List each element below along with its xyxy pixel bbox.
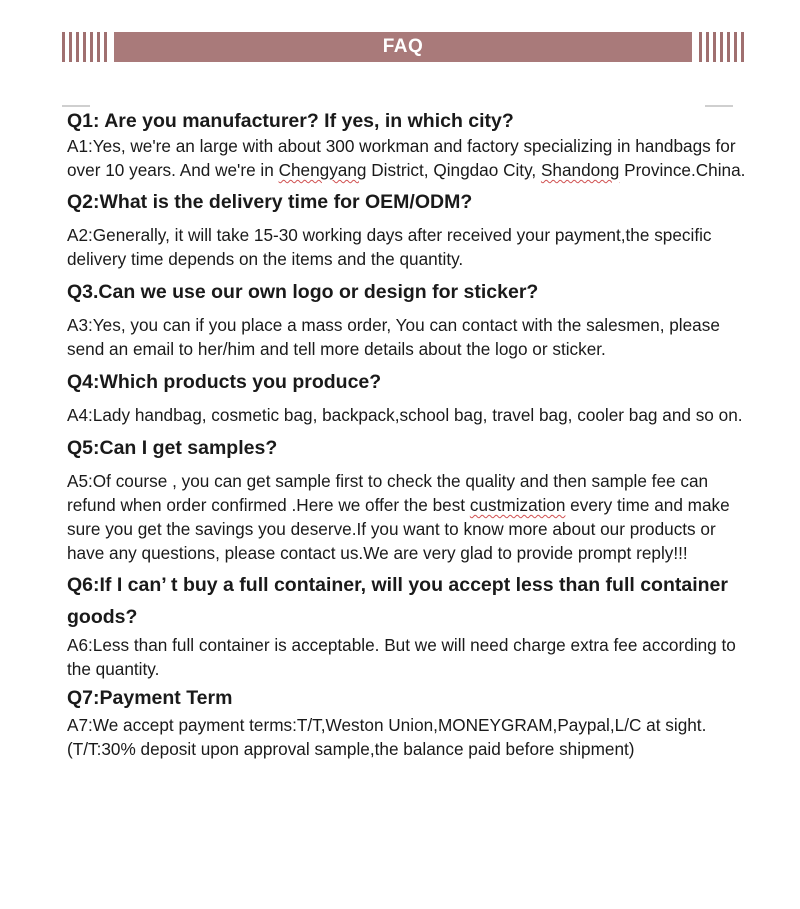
faq-banner xyxy=(62,32,744,62)
stripe xyxy=(90,32,93,62)
banner-stripes-left xyxy=(62,32,107,62)
stripe xyxy=(734,32,737,62)
stripe xyxy=(69,32,72,62)
answer-text: Province.China. xyxy=(619,160,746,180)
faq-item xyxy=(67,369,747,427)
stripe xyxy=(62,32,65,62)
faq-answer: A4:Lady handbag, cosmetic bag, backpack,school bag, travel bag, cooler bag and so on. xyxy=(67,405,743,425)
stripe xyxy=(76,32,79,62)
faq-question: Q1: Are you manufacturer? If yes, in which city? xyxy=(67,110,514,132)
stripe xyxy=(706,32,709,62)
banner-bar xyxy=(114,32,692,62)
faq-item xyxy=(67,685,747,761)
faq-question: Q4:Which products you produce? xyxy=(67,371,382,393)
faq-item xyxy=(67,108,747,182)
faq-answer xyxy=(67,469,747,565)
answer-text: District, Qingdao City, xyxy=(366,160,541,180)
faq-answer: A6:Less than full container is acceptable. But we will need charge extra fee according to the quantity. xyxy=(67,635,736,679)
stripe xyxy=(741,32,744,62)
spellcheck-word: Chengyang xyxy=(278,160,367,180)
faq-answer: A3:Yes, you can if you place a mass order, You can contact with the salesmen, please send an email to her/him and tell more details about the logo or sticker. xyxy=(67,315,720,359)
stripe xyxy=(720,32,723,62)
answer-text: A1:Yes, we're an large with about 300 workman and factory specializing in handbags for over 10 years. And we're in xyxy=(67,136,736,180)
faq-item xyxy=(67,569,747,681)
faq-item xyxy=(67,435,747,565)
faq-answer: A7:We accept payment terms:T/T,Weston Union,MONEYGRAM,Paypal,L/C at sight.(T/T:30% deposit upon approval sample,the balance paid before shipment) xyxy=(67,715,707,759)
faq-item xyxy=(67,279,747,361)
divider xyxy=(705,105,733,107)
faq-question: Q7:Payment Term xyxy=(67,687,233,709)
stripe xyxy=(727,32,730,62)
stripe xyxy=(699,32,702,62)
faq-answer: A2:Generally, it will take 15-30 working days after received your payment,the specific delivery time depends on the items and the quantity. xyxy=(67,225,712,269)
stripe xyxy=(104,32,107,62)
answer-text: A5:Of course , you can get sample first to check the quality and then sample fee can refund when order confirmed .Here we offer the best xyxy=(67,471,709,515)
page-title: FAQ xyxy=(382,36,424,57)
spellcheck-word: custmization xyxy=(469,495,566,515)
faq-question: Q5:Can I get samples? xyxy=(67,437,278,459)
faq-list xyxy=(67,108,747,761)
answer-text: every time and make sure you get the savings you deserve.If you want to know more about our products or have any questions, please contact us.We are very glad to provide prompt reply!!! xyxy=(67,495,730,563)
spellcheck-word: Shandong xyxy=(540,160,620,180)
banner-stripes-right xyxy=(699,32,744,62)
stripe xyxy=(97,32,100,62)
faq-answer xyxy=(67,134,747,182)
stripe xyxy=(713,32,716,62)
stripe xyxy=(83,32,86,62)
faq-question: Q3.Can we use our own logo or design for sticker? xyxy=(67,281,539,303)
faq-question: Q2:What is the delivery time for OEM/ODM? xyxy=(67,191,473,213)
divider xyxy=(62,105,90,107)
faq-question: Q6:If I can’ t buy a full container, will you accept less than full container goods? xyxy=(67,574,728,628)
faq-item xyxy=(67,189,747,271)
